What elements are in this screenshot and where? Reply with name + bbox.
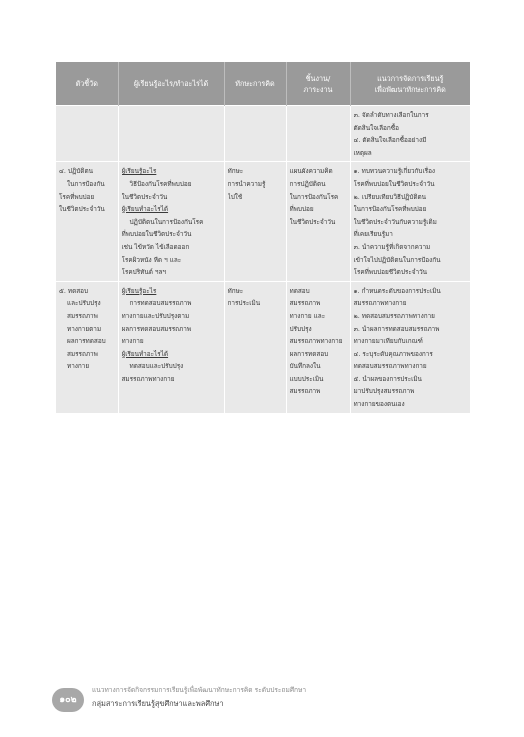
cell-text-line: ผู้เรียนรู้อะไร [121,286,157,295]
footer-subject-title: กลุ่มสาระการเรียนรู้สุขศึกษาและพลศึกษา [92,699,224,708]
cell-text-line: ผู้เรียนรู้อะไร [121,167,157,176]
cell-text-line: สมรรถภาพ [67,349,98,358]
header-teaching-approach [350,62,470,106]
teaching-approach-cell [350,281,470,412]
cell-text-line: ๔. ระบุระดับคุณภาพของการ [353,349,433,358]
cell-text-line: ทักษะ [227,286,244,295]
header-learning-outcome [118,62,224,106]
header-text: แนวการจัดการเรียนรู้ [377,73,444,83]
cell-text-line: ทดสอบสมรรถภาพทางกาย [353,362,427,371]
cell-text-line: เช่น ไข้หวัด ไข้เลือดออก [121,242,190,251]
cell-text-line: สมรรถภาพ [67,311,98,320]
header-text: ผู้เรียนรู้อะไร/ทำอะไรได้ [133,79,209,88]
cell-text-line: แผนผังความคิด [289,167,333,176]
cell-text-line: ทางกาย [67,362,90,371]
cell-text-line: ทางกายตาม [67,324,102,333]
table-row [56,281,470,412]
cell-text-line: โรคที่พบบ่อยในชีวิตประจำวัน [353,179,435,188]
cell-text-line: ทางกายและปรับปรุงตาม [121,311,190,320]
cell-text-line: ทดสอบ [289,286,310,295]
cell-text-line: ทางกายมาเทียบกับเกณฑ์ [353,337,423,346]
cell-text-line: วิธีป้องกันโรคที่พบบ่อย [129,179,192,188]
cell-text-line: บันทึกลงใน [289,362,321,371]
header-thinking-skill [224,62,286,106]
cell-text-line: สมรรถภาพทางกาย [121,374,175,383]
cell-text-line: ในการป้องกันโรคที่พบบ่อย [353,205,427,214]
cell-text-line: แบบประเมิน [289,374,324,383]
cell-text-line: ๔. ตัดสินใจเลือกซื้ออย่างมี [353,136,427,145]
header-task [286,62,350,106]
cell-text-line: การนำความรู้ [227,179,266,188]
thinking-skill-cell [224,281,286,412]
cell-text-line: โรคที่พบบ่อย [59,192,95,201]
cell-text-line: ๕. ทดสอบ [59,286,89,295]
cell-text-line: ๕. นำผลของการประเมิน [353,374,422,383]
cell-text-line: มาปรับปรุงสมรรถภาพ [353,387,415,396]
teaching-approach-cell [350,106,470,162]
header-text: ภาระงาน [303,84,333,94]
cell-text-line: ในชีวิตประจำวัน [289,217,336,226]
cell-text-line: ในการป้องกันโรค [289,192,339,201]
task-cell [286,281,350,412]
cell-text-line: ปฏิบัติตนในการป้องกันโรค [129,217,204,226]
cell-text-line: ๑. ทบทวนความรู้เกี่ยวกับเรื่อง [353,167,436,176]
indicator-cell [56,162,118,281]
cell-text-line: ผู้เรียนทำอะไรได้ [121,349,169,358]
cell-text-line: ผลการทดสอบ [289,349,329,358]
task-cell [286,162,350,281]
teaching-approach-cell [350,162,470,281]
cell-text-line: ที่เคยเรียนรู้มา [353,230,393,239]
learning-outcome-cell [118,106,224,162]
cell-text-line: โรคที่พบบ่อยชีวิตประจำวัน [353,268,428,277]
cell-text-line: ที่พบบ่อย [289,205,314,214]
header-text: เพื่อพัฒนาทักษะการคิด [374,84,446,94]
cell-text-line: ผลการทดสอบสมรรถภาพ [121,324,192,333]
cell-text-line: โรคผิวหนัง หืด ฯ และ [121,255,182,264]
cell-text-line: ในชีวิตประจำวัน [59,205,105,214]
footer-book-title: แนวทางการจัดกิจกรรมการเรียนรู้เพื่อพัฒนาทักษะการคิด ระดับประถมศึกษา [92,686,307,694]
learning-outcome-cell [118,281,224,412]
learning-outcome-cell [118,162,224,281]
indicator-cell [56,106,118,162]
cell-text-line: สมรรถภาพทางกาย [289,337,343,346]
cell-text-line: ผลการทดสอบ [67,337,106,346]
cell-text-line: ๓. นำผลการทดสอบสมรรถภาพ [353,324,440,333]
task-cell [286,106,350,162]
cell-text-line: ทางกายของตนเอง [353,400,405,409]
indicator-cell [56,281,118,412]
page-footer [52,682,472,718]
cell-text-line: ทดสอบและปรับปรุง [129,362,184,371]
header-text: ตัวชี้วัด [75,79,98,88]
table-header-row [56,62,470,106]
cell-text-line: ในชีวิตประจำวันกับความรู้เดิม [353,217,437,226]
cell-text-line: โรคปริทันต์ ฯลฯ [121,268,166,277]
table-row [56,106,470,162]
cell-text-line: ๑. กำหนดระดับของการประเมิน [353,286,441,295]
cell-text-line: ๒. เปรียบเทียบวิธีปฏิบัติตน [353,192,427,201]
cell-text-line: การประเมิน [227,299,261,308]
thinking-skill-cell [224,106,286,162]
cell-text-line: เหตุผล [353,148,372,157]
curriculum-table [56,62,470,413]
cell-text-line: ทางกาย และ [289,311,326,320]
table-row [56,162,470,281]
cell-text-line: ที่พบบ่อยในชีวิตประจำวัน [121,230,192,239]
cell-text-line: ทักษะ [227,167,244,176]
cell-text-line: ๓. นำความรู้ที่เกิดจากความ [353,242,431,251]
cell-text-line: เข้าใจไปปฏิบัติตนในการป้องกัน [353,255,441,264]
thinking-skill-cell [224,162,286,281]
header-text: ชิ้นงาน/ [305,73,331,83]
cell-text-line: และปรับปรุง [67,299,101,308]
cell-text-line: ตัดสินใจเลือกซื้อ [353,123,399,132]
page-number: ๑๐๒ [52,688,84,712]
cell-text-line: ๒. ทดสอบสมรรถภาพทางกาย [353,311,435,320]
cell-text-line: การทดสอบสมรรถภาพ [129,299,192,308]
cell-text-line: สมรรถภาพทางกาย [353,299,407,308]
cell-text-line: ๓. จัดลำดับทางเลือกในการ [353,111,429,119]
cell-text-line: ในชีวิตประจำวัน [121,192,168,201]
table-body [56,106,470,413]
cell-text-line: ในการป้องกัน [67,179,105,188]
cell-text-line: สมรรถภาพ [289,387,321,396]
cell-text-line: ทางกาย [121,337,144,346]
cell-text-line: ๔. ปฏิบัติตน [59,167,93,176]
header-text: ทักษะการคิด [235,79,275,88]
cell-text-line: ไปใช้ [227,192,243,201]
header-indicator [56,62,118,106]
cell-text-line: การปฏิบัติตน [289,179,326,188]
cell-text-line: ปรับปรุง [289,324,312,333]
cell-text-line: สมรรถภาพ [289,299,321,308]
cell-text-line: ผู้เรียนทำอะไรได้ [121,205,169,214]
